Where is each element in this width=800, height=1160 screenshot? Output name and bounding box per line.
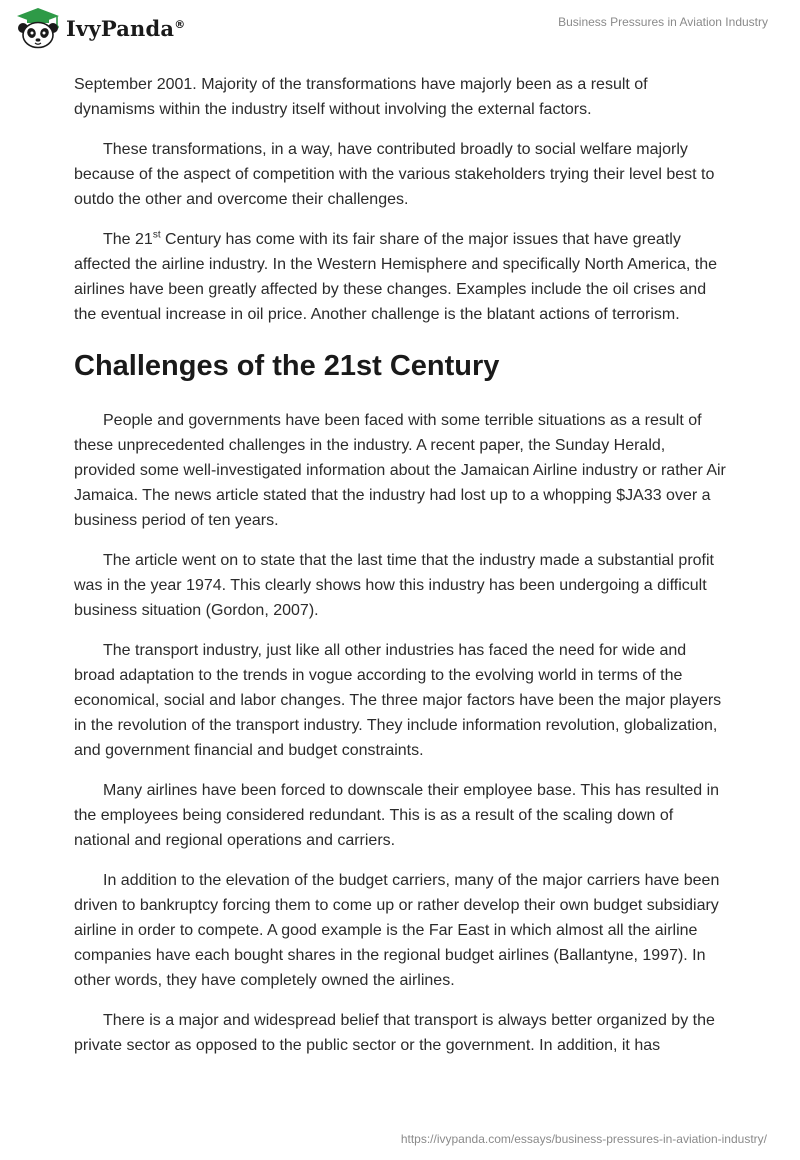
paragraph-3: The 21st Century has come with its fair share of the major issues that have greatly affected the airline industry. In the Western Hemisphere and specifically North America, the airlines have been greatly affected by these changes. Examples include the oil crises and the eventual increase in oil price. Another challenge is the blatant actions of terrorism.	[74, 229, 717, 323]
paragraph-7: Many airlines have been forced to downscale their employee base. This has resulted in the employees being considered redundant. This is as a result of the scaling down of national and regional operations and carriers.	[74, 782, 720, 849]
essay-body	[74, 72, 728, 1073]
paragraph-9: There is a major and widespread belief that transport is always better organized by the private sector as opposed to the public sector or the government. In addition, it has	[74, 1012, 715, 1054]
paragraph-4: People and governments have been faced with some terrible situations as a result of these unprecedented challenges in the industry. A recent paper, the Sunday Herald, provided some well-investigated information about the Jamaican Airline industry or rather Air Jamaica. The news article stated that the industry had lost up to a whopping $JA33 over a business period of ten years.	[74, 412, 726, 529]
registered-mark: ®	[174, 17, 186, 31]
page-header	[0, 0, 800, 56]
source-url[interactable]: https://ivypanda.com/essays/business-pressures-in-aviation-industry/	[400, 1132, 767, 1146]
logo-wordmark: IvyPanda®	[66, 15, 186, 41]
document-title: Business Pressures in Aviation Industry	[558, 15, 768, 29]
paragraph-2: These transformations, in a way, have contributed broadly to social welfare majorly because of the aspect of competition with the various stakeholders trying their level best to outdo the other and overcome their challenges.	[74, 141, 715, 208]
paragraph-6: The transport industry, just like all other industries has faced the need for wide and broad adaptation to the trends in vogue according to the evolving world in terms of the economical, social and labor changes. The three major factors have been the major players in the revolution of the transport industry. They include information revolution, globalization, and government financial and budget constraints.	[74, 642, 722, 759]
paragraph-1: September 2001. Majority of the transformations have majorly been as a result of dynamisms within the industry itself without involving the external factors.	[74, 76, 648, 118]
panda-graduate-icon	[14, 7, 62, 49]
paragraph-5: The article went on to state that the last time that the industry made a substantial profit was in the year 1974. This clearly shows how this industry has been undergoing a difficult business situation (Gordon, 2007).	[74, 552, 714, 619]
superscript-st: st	[152, 229, 161, 241]
ivypanda-logo[interactable]	[14, 7, 185, 49]
paragraph-8: In addition to the elevation of the budget carriers, many of the major carriers have been driven to bankruptcy forcing them to come up or rather develop their own budget subsidiary airline in order to compete. A good example is the Far East in which almost all the airline companies have each bought shares in the regional budget airlines (Ballantyne, 1997). In other words, they have completely owned the airlines.	[74, 872, 720, 989]
section-heading: Challenges of the 21st Century	[74, 350, 500, 382]
